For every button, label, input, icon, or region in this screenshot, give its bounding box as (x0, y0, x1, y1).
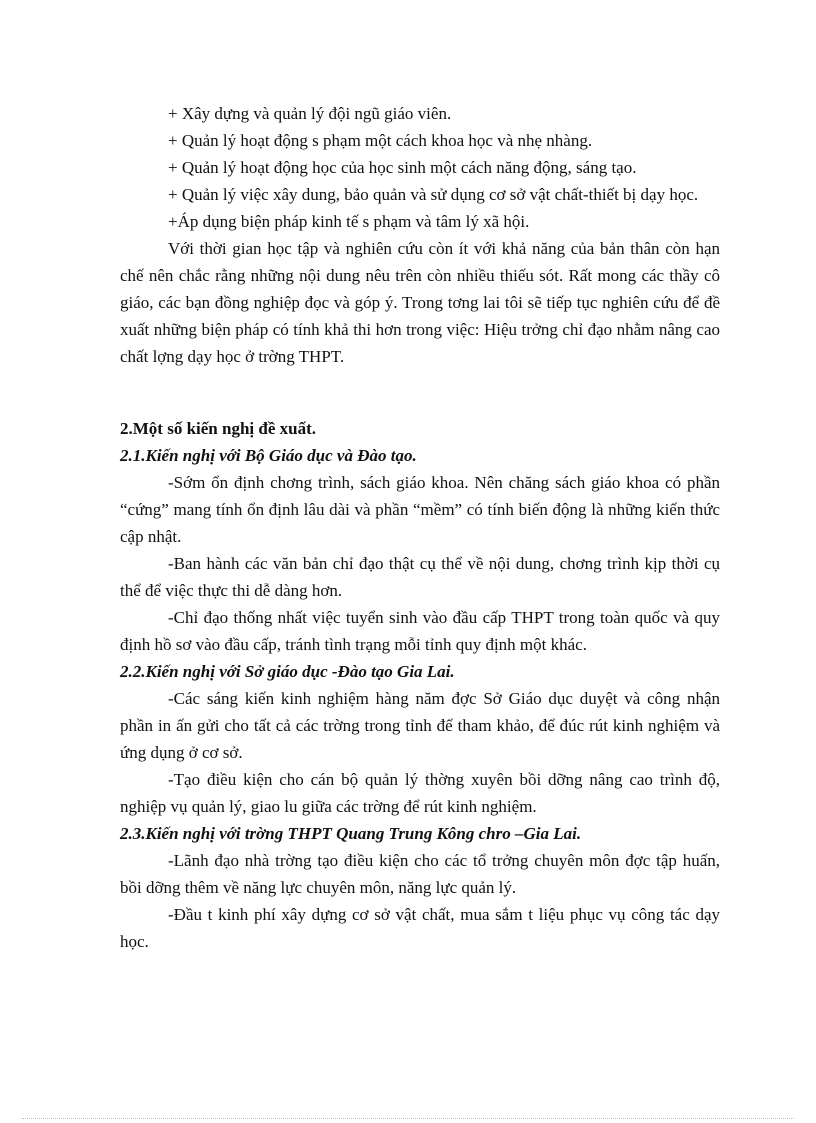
subsection-heading: 2.1.Kiến nghị với Bộ Giáo dục và Đào tạo. (120, 446, 417, 465)
subsection-heading: 2.3.Kiến nghị với trờng THPT Quang Trung Kông chro –Gia Lai. (120, 824, 582, 843)
bullet-item: + Quản lý hoạt động s phạm một cách khoa học và nhẹ nhàng. (168, 131, 593, 150)
body-paragraph: -Tạo điều kiện cho cán bộ quản lý thờng xuyên bồi dỡng nâng cao trình độ, nghiệp vụ quản lý, giao lu giữa các trờng để rút kinh nghiệm. (120, 770, 720, 816)
body-paragraph: -Sớm ổn định chơng trình, sách giáo khoa. Nên chăng sách giáo khoa có phần “cứng” mang tính ổn định lâu dài và phần “mềm” có tính biến động là những kiến thức cập nhật. (120, 473, 720, 546)
body-paragraph: -Chỉ đạo thống nhất việc tuyển sinh vào đầu cấp THPT trong toàn quốc và quy định hồ sơ vào đầu cấp, tránh tình trạng mỗi tỉnh quy định một khác. (120, 608, 720, 654)
conclusion-paragraph: Với thời gian học tập và nghiên cứu còn ít với khả năng của bản thân còn hạn chế nên chắc rằng những nội dung nêu trên còn nhiều thiếu sót. Rất mong các thầy cô giáo, các bạn đồng nghiệp đọc và góp ý. Trong tơng lai tôi sẽ tiếp tục nghiên cứu để đề xuất những biện pháp có tính khả thi hơn trong việc: Hiệu trởng chỉ đạo nhằm nâng cao chất lợng dạy học ở trờng THPT. (120, 239, 720, 366)
bullet-item: + Quản lý hoạt động học của học sinh một cách năng động, sáng tạo. (168, 158, 637, 177)
body-paragraph: -Đầu t kinh phí xây dựng cơ sở vật chất, mua sắm t liệu phục vụ công tác dạy học. (120, 905, 720, 951)
bullet-item: +Áp dụng biện pháp kinh tế s phạm và tâm lý xã hội. (168, 212, 530, 231)
section-gap (120, 370, 720, 415)
subsection-heading: 2.2.Kiến nghị với Sở giáo dục -Đào tạo Gia Lai. (120, 662, 455, 681)
page-content (120, 100, 720, 955)
body-paragraph: -Các sáng kiến kinh nghiệm hàng năm đợc Sở Giáo dục duyệt và công nhận phần in ấn gửi cho tất cả các trờng trong tỉnh để tham khảo, để đúc rút kinh nghiệm và ứng dụng ở cơ sở. (120, 689, 720, 762)
page-bottom-divider (22, 1118, 794, 1119)
bullet-item: + Quản lý việc xây dung, bảo quản và sử dụng cơ sở vật chất-thiết bị dạy học. (168, 185, 699, 204)
body-paragraph: -Lãnh đạo nhà trờng tạo điều kiện cho các tổ trởng chuyên môn đợc tập huấn, bồi dỡng thêm về năng lực chuyên môn, năng lực quản lý. (120, 851, 720, 897)
bullet-item: + Xây dựng và quản lý đội ngũ giáo viên. (168, 104, 452, 123)
section-heading: 2.Một số kiến nghị đề xuất. (120, 419, 316, 438)
body-paragraph: -Ban hành các văn bản chỉ đạo thật cụ thể về nội dung, chơng trình kịp thời cụ thể để việc thực thi dễ dàng hơn. (120, 554, 720, 600)
